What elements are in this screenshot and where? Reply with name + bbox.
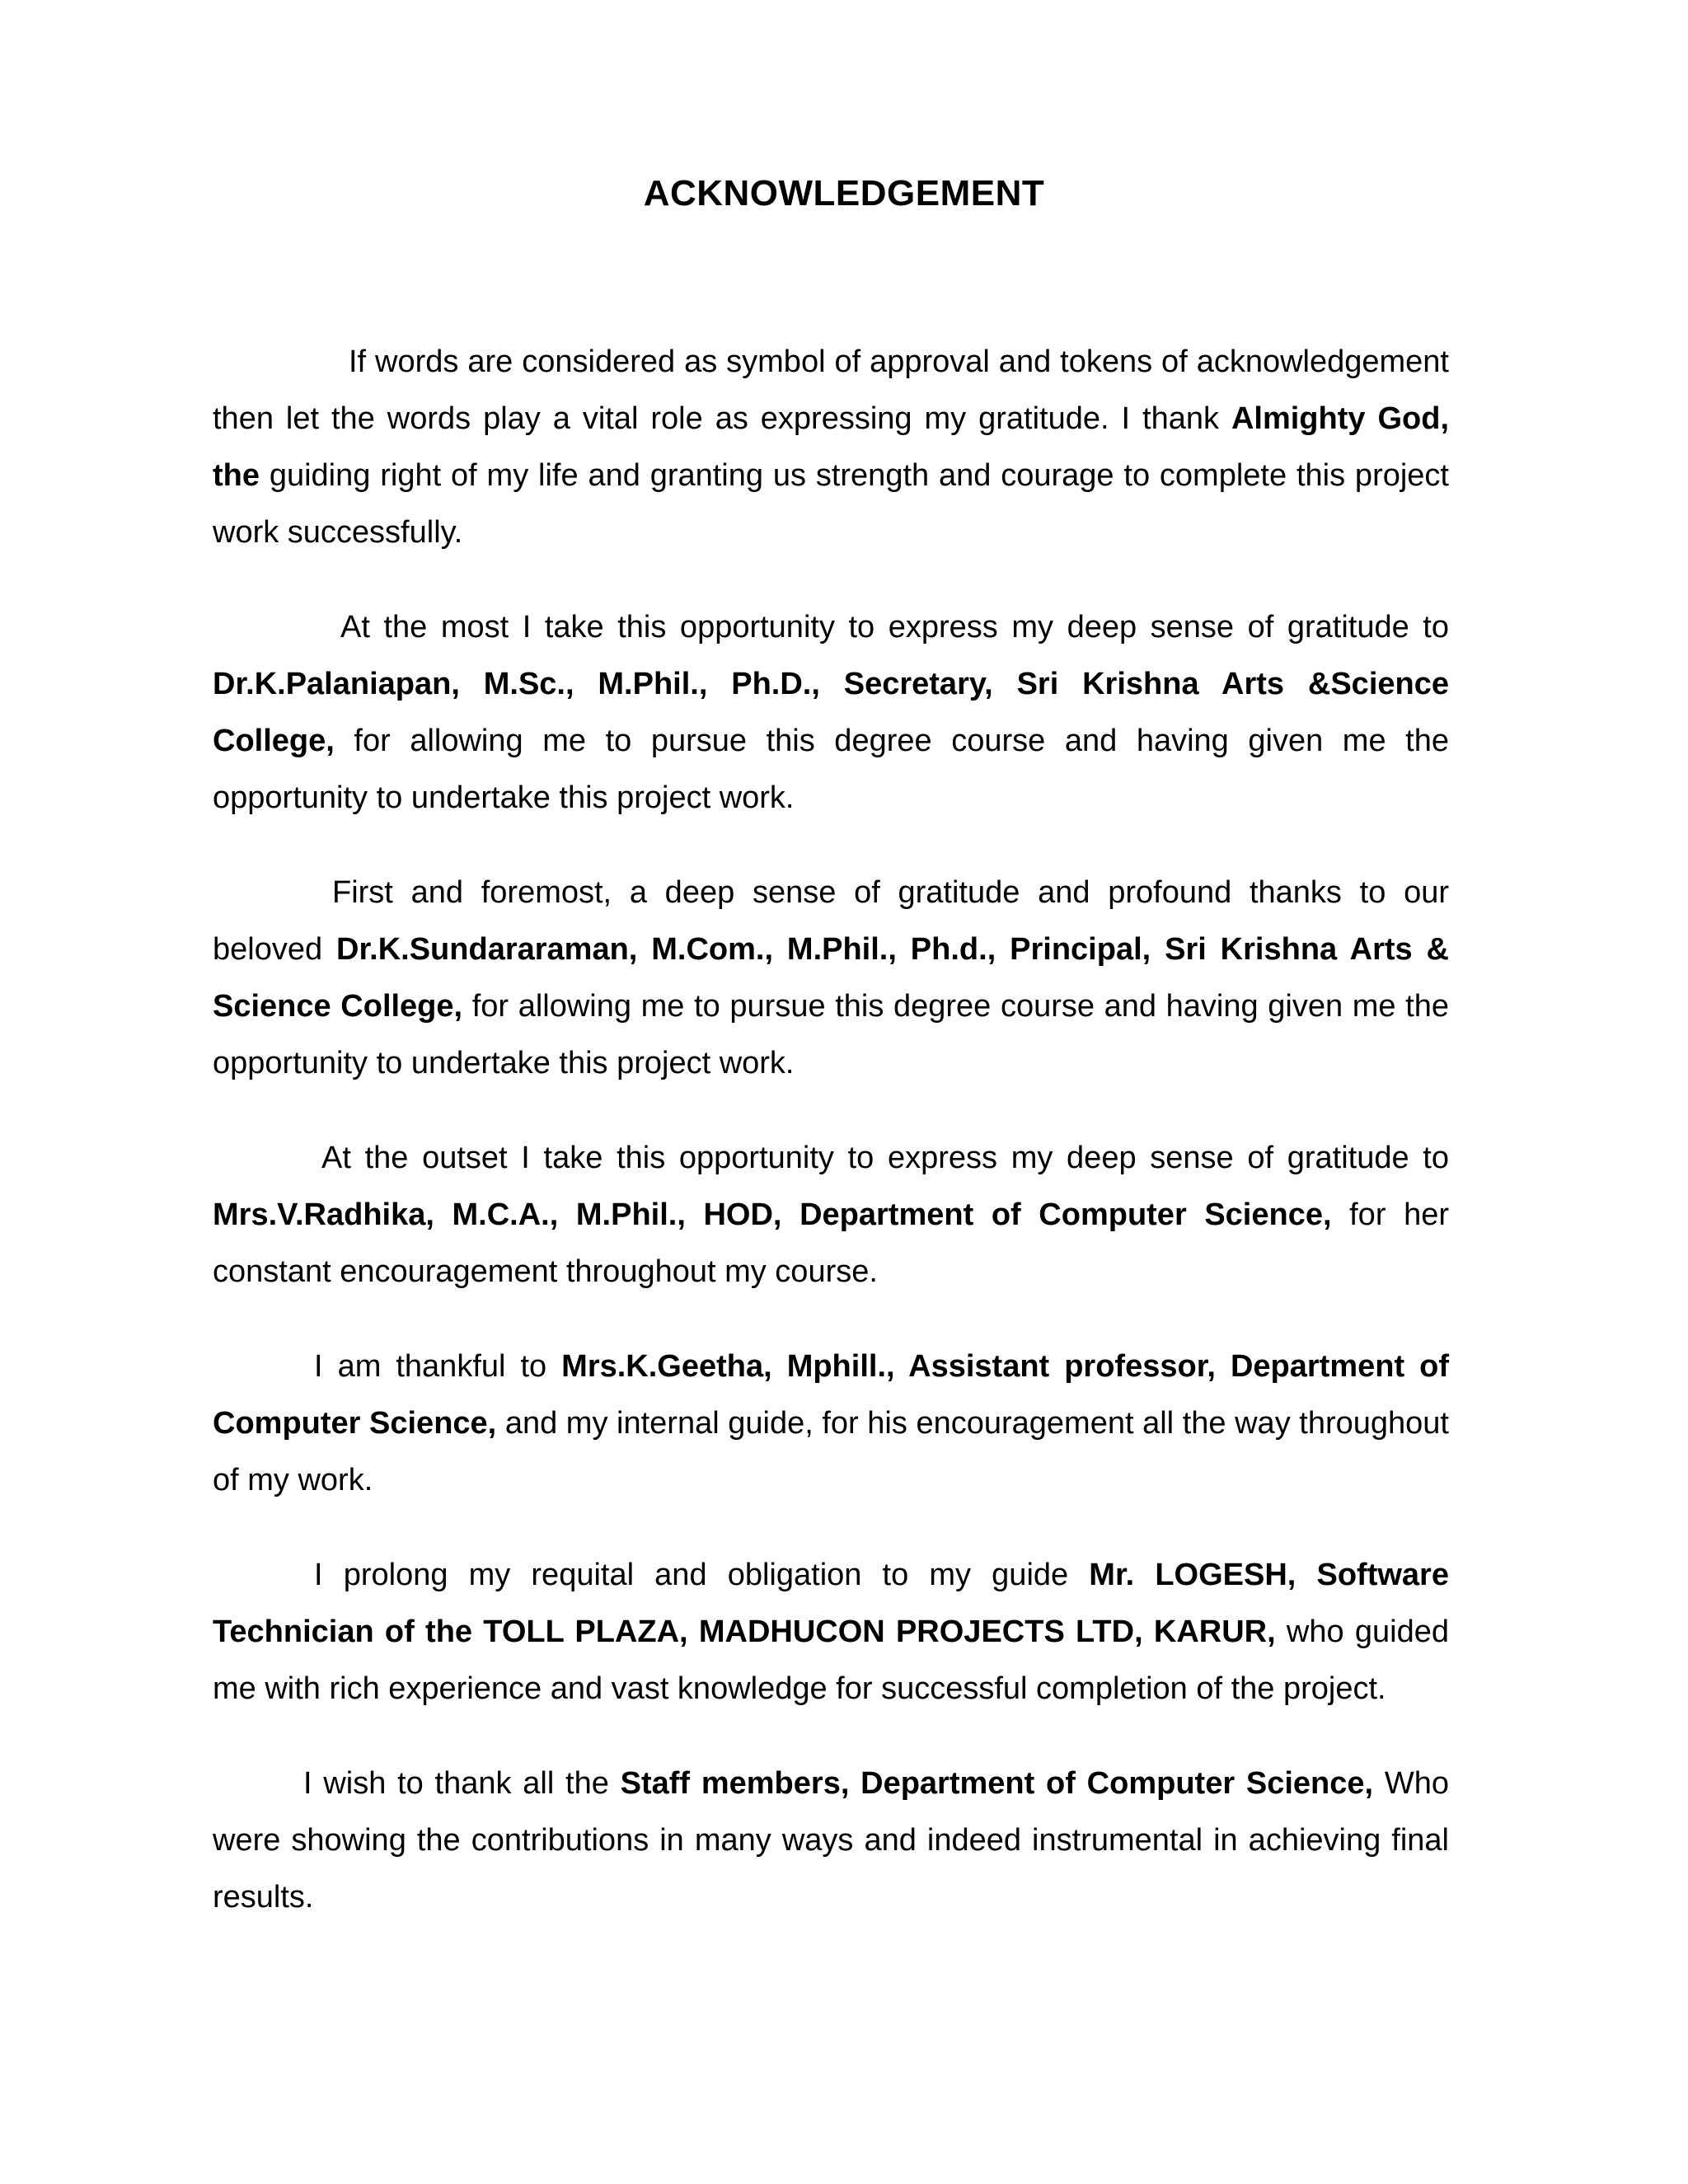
paragraph-text: If words are considered as symbol of approval and tokens of acknowledgement then let the words play a vital role as expressing my gratitude. I thank — [213, 344, 1449, 436]
paragraph-text: and my internal guide, for his encouragement all the way throughout of my work. — [213, 1406, 1449, 1497]
bold-text: Mr. LOGESH, Software Technician of the TOLL PLAZA, MADHUCON PROJECTS LTD, KARUR, — [213, 1558, 1449, 1649]
bold-text: Dr.K.Sundararaman, M.Com., M.Phil., Ph.d., Principal, Sri Krishna Arts & Science College, — [213, 932, 1450, 1024]
bold-text: Mrs.K.Geetha, Mphill., Assistant professor, Department of Computer Science, — [213, 1349, 1449, 1441]
bold-text: Almighty God, the — [213, 401, 1450, 493]
paragraph-text: I prolong my requital and obligation to my guide — [314, 1558, 1090, 1592]
paragraph-text: Who were showing the contributions in many ways and indeed instrumental in achieving final results. — [213, 1766, 1449, 1915]
paragraph-text: for her constant encouragement throughout my course. — [213, 1197, 1449, 1289]
acknowledgement-paragraph — [213, 865, 1449, 1092]
acknowledgement-paragraph — [213, 1130, 1449, 1301]
paragraph-text: At the outset I take this opportunity to express my deep sense of gratitude to — [321, 1141, 1449, 1175]
paragraph-text: I am thankful to — [314, 1349, 562, 1384]
paragraph-text: for allowing me to pursue this degree course and having given me the opportunity to undertake this project work. — [213, 989, 1449, 1080]
acknowledgement-paragraph — [213, 1338, 1449, 1509]
bold-text: Dr.K.Palaniapan, M.Sc., M.Phil., Ph.D., Secretary, Sri Krishna Arts &Science College, — [213, 667, 1449, 758]
paragraph-text: I wish to thank all the — [303, 1766, 621, 1801]
bold-text: Staff members, Department of Computer Science, — [620, 1766, 1374, 1801]
acknowledgement-paragraph — [213, 334, 1449, 561]
paragraph-text: who guided me with rich experience and vast knowledge for successful completion of the project. — [213, 1615, 1449, 1706]
acknowledgement-paragraph — [213, 599, 1449, 827]
acknowledgement-body — [213, 334, 1449, 1926]
paragraph-text: guiding right of my life and granting us strength and courage to complete this project work successfully. — [213, 458, 1449, 550]
acknowledgement-paragraph — [213, 1755, 1449, 1926]
paragraph-text: for allowing me to pursue this degree course and having given me the opportunity to undertake this project work. — [213, 724, 1449, 815]
paragraph-text: First and foremost, a deep sense of gratitude and profound thanks to our beloved — [213, 875, 1449, 967]
paragraph-text: At the most I take this opportunity to express my deep sense of gratitude to — [340, 610, 1449, 644]
bold-text: Mrs.V.Radhika, M.C.A., M.Phil., HOD, Department of Computer Science, — [213, 1197, 1332, 1232]
page-title: ACKNOWLEDGEMENT — [643, 173, 1045, 213]
acknowledgement-paragraph — [213, 1547, 1449, 1718]
